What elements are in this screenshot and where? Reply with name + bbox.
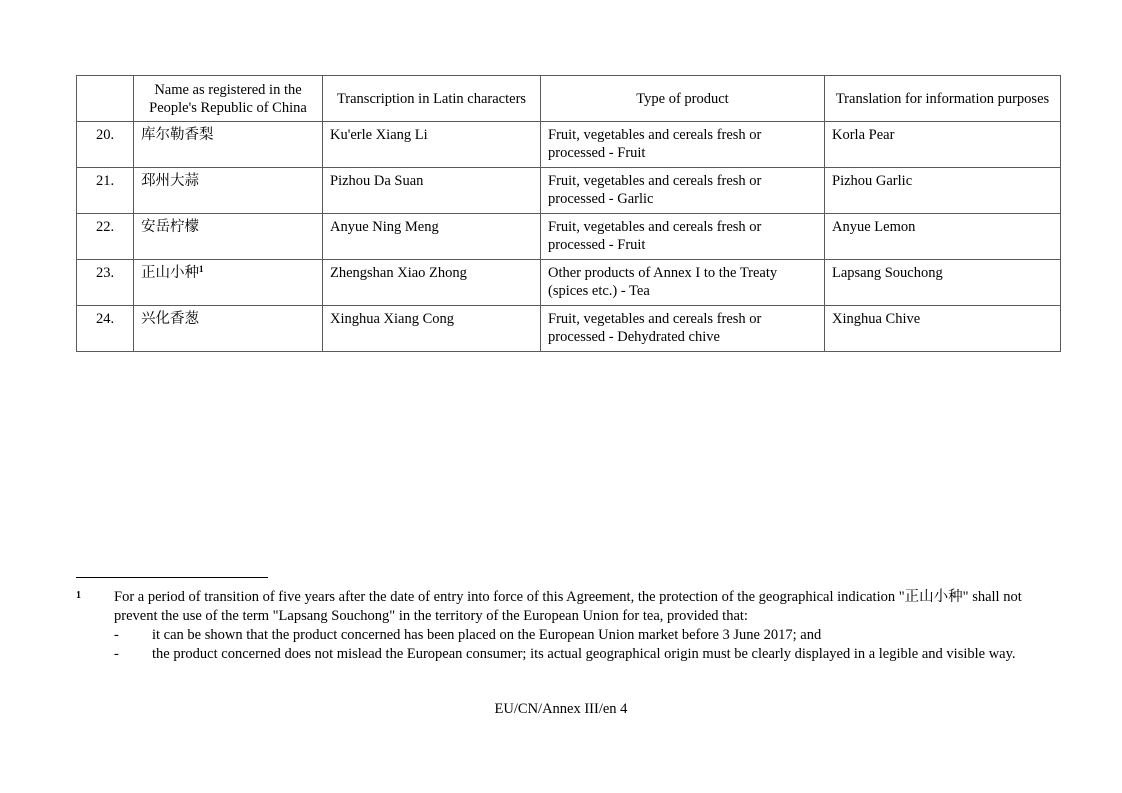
registered-name-cell (134, 260, 323, 306)
footnote-separator (76, 577, 268, 578)
transcription-cell: Ku'erle Xiang Li (323, 122, 541, 168)
translation-cell: Anyue Lemon (825, 214, 1061, 260)
footnote-mark: 1 (76, 590, 81, 601)
registered-name: 正山小种 (141, 265, 199, 281)
table-row (77, 306, 1061, 352)
registered-name: 安岳柠檬 (141, 219, 199, 235)
footnote-condition-text: it can be shown that the product concerned has been placed on the European Union market before 3 June 2017; and (152, 627, 822, 643)
product-type-cell: Fruit, vegetables and cereals fresh or processed - Fruit (541, 122, 825, 168)
row-number: 23. (77, 260, 134, 306)
registered-name-cell (134, 306, 323, 352)
geographical-indications-table (76, 75, 1061, 352)
transcription-cell: Anyue Ning Meng (323, 214, 541, 260)
header-transcription: Transcription in Latin characters (323, 76, 541, 122)
footnote-text: For a period of transition of five years after the date of entry into force of this Agreement, the protection of the geographical indication "正山小种" shall not prevent the use of the term "Lapsang Souchong" in the territory of the European Union for tea, provided that: (114, 589, 1022, 624)
product-type-cell: Fruit, vegetables and cereals fresh or processed - Dehydrated chive (541, 306, 825, 352)
translation-cell: Pizhou Garlic (825, 168, 1061, 214)
registered-name: 库尔勒香梨 (141, 127, 214, 143)
table-row (77, 214, 1061, 260)
footnote-reference[interactable]: 1 (199, 264, 204, 274)
registered-name: 兴化香葱 (141, 311, 199, 327)
header-number (77, 76, 134, 122)
product-type-cell: Other products of Annex I to the Treaty (spices etc.) - Tea (541, 260, 825, 306)
translation-cell: Lapsang Souchong (825, 260, 1061, 306)
registered-name: 邳州大蒜 (141, 173, 199, 189)
row-number: 22. (77, 214, 134, 260)
row-number: 24. (77, 306, 134, 352)
table-row (77, 260, 1061, 306)
transcription-cell: Pizhou Da Suan (323, 168, 541, 214)
translation-cell: Korla Pear (825, 122, 1061, 168)
footnote (76, 588, 1056, 664)
footnote-condition (114, 645, 1056, 664)
table-header-row (77, 76, 1061, 122)
table-row (77, 168, 1061, 214)
transcription-cell: Zhengshan Xiao Zhong (323, 260, 541, 306)
header-translation: Translation for information purposes (825, 76, 1061, 122)
footnote-condition-text: the product concerned does not mislead the European consumer; its actual geographical origin must be clearly displayed in a legible and visible way. (152, 646, 1016, 662)
page-footer: EU/CN/Annex III/en 4 (494, 701, 628, 717)
dash-bullet: - (114, 646, 119, 662)
product-type-cell: Fruit, vegetables and cereals fresh or processed - Fruit (541, 214, 825, 260)
table-row (77, 122, 1061, 168)
translation-cell: Xinghua Chive (825, 306, 1061, 352)
transcription-cell: Xinghua Xiang Cong (323, 306, 541, 352)
footnote-condition (114, 626, 1056, 645)
registered-name-cell (134, 214, 323, 260)
product-type-cell: Fruit, vegetables and cereals fresh or processed - Garlic (541, 168, 825, 214)
registered-name-cell (134, 168, 323, 214)
dash-bullet: - (114, 627, 119, 643)
registered-name-cell (134, 122, 323, 168)
header-registered-name: Name as registered in the People's Republic of China (134, 76, 323, 122)
row-number: 21. (77, 168, 134, 214)
row-number: 20. (77, 122, 134, 168)
header-product-type: Type of product (541, 76, 825, 122)
